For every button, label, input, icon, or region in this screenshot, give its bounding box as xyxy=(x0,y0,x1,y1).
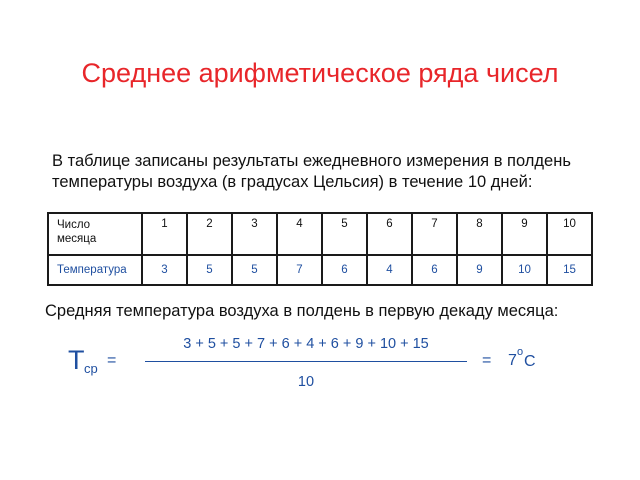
formula-result: 7 xyxy=(508,352,517,369)
row-header-temperature: Температура xyxy=(48,255,142,285)
degree-symbol: o xyxy=(517,346,524,358)
table-row-days xyxy=(48,213,592,255)
temperature-cell: 5 xyxy=(232,255,277,285)
day-cell: 2 xyxy=(187,213,232,255)
formula-denominator: 10 xyxy=(297,374,315,390)
intro-text xyxy=(52,151,612,193)
temperature-cell: 15 xyxy=(547,255,592,285)
formula-unit: C xyxy=(524,353,536,370)
slide-title: Среднее арифметическое ряда чисел xyxy=(81,58,559,88)
row-header-day xyxy=(48,213,142,255)
day-cell: 6 xyxy=(367,213,412,255)
intro-line-1: В таблице записаны результаты ежедневного измерения в полдень xyxy=(52,152,571,170)
temperature-cell: 4 xyxy=(367,255,412,285)
table-row-temperature xyxy=(48,255,592,285)
formula-equals-right: = xyxy=(482,352,492,369)
formula-subscript: ср xyxy=(84,361,98,376)
row-header-day-line1: Число xyxy=(57,219,91,231)
day-cell: 5 xyxy=(322,213,367,255)
temperature-cell: 3 xyxy=(142,255,187,285)
temperature-cell: 5 xyxy=(187,255,232,285)
temperature-cell: 10 xyxy=(502,255,547,285)
day-cell: 9 xyxy=(502,213,547,255)
fraction-line xyxy=(145,361,467,362)
day-cell: 4 xyxy=(277,213,322,255)
temperature-cell: 6 xyxy=(322,255,367,285)
day-cell: 10 xyxy=(547,213,592,255)
temperature-table xyxy=(47,212,593,286)
average-heading: Средняя температура воздуха в полдень в первую декаду месяца: xyxy=(45,302,559,320)
row-header-day-line2: месяца xyxy=(57,233,97,245)
formula-symbol: T xyxy=(68,345,85,375)
intro-line-2: температуры воздуха (в градусах Цельсия) в течение 10 дней: xyxy=(52,173,533,191)
formula-equals-left: = xyxy=(107,352,117,369)
temperature-cell: 7 xyxy=(277,255,322,285)
temperature-cell: 9 xyxy=(457,255,502,285)
temperature-cell: 6 xyxy=(412,255,457,285)
day-cell: 7 xyxy=(412,213,457,255)
day-cell: 1 xyxy=(142,213,187,255)
day-cell: 8 xyxy=(457,213,502,255)
day-cell: 3 xyxy=(232,213,277,255)
formula-numerator: 3 + 5 + 5 + 7 + 6 + 4 + 6 + 9 + 10 + 15 xyxy=(183,336,429,352)
